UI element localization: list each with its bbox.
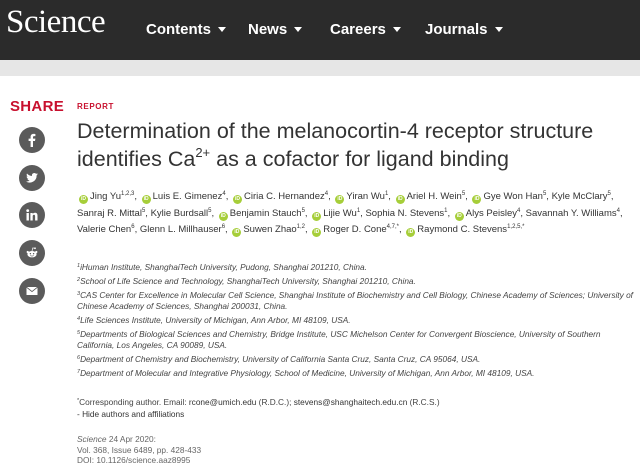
author-affiliation-marker: 4 [324,191,329,197]
author-name-text: Yiran Wu [346,191,385,202]
affiliation-number: 6 [77,354,81,361]
orcid-icon[interactable]: iD [474,196,480,202]
author-name-text: Ariel H. Wein [406,191,462,202]
author-name[interactable] [526,208,620,219]
affiliation-item [77,329,633,350]
affiliation-item [77,354,633,365]
hide-authors-affiliations-toggle[interactable]: - Hide authors and affiliations [77,409,185,419]
orcid-icon[interactable]: iD [220,212,226,219]
email-icon [25,284,39,298]
author-name[interactable] [404,224,524,235]
email-link-cone[interactable]: rcone@umich.edu [188,397,257,407]
author-name-text: Gye Won Han [483,191,543,202]
orcid-icon[interactable]: iD [81,196,86,202]
title-line-2-pre: identifies Ca [77,147,196,171]
affiliation-number: 7 [77,369,81,376]
affiliation-text: Life Sciences Institute, University of Michigan, Ann Arbor, MI 48109, USA. [80,315,351,326]
nav-careers-label: Careers [330,21,386,38]
nav-journals-label: Journals [425,21,488,38]
author-affiliation-marker: 5 [301,207,305,214]
author-name-text: Valerie Chen [77,224,132,235]
author-name[interactable] [140,224,225,235]
author-affiliation-marker: 4 [516,207,521,214]
affiliation-text: Department of Molecular and Integrative Physiology, School of Medicine, University of Michigan, Ann Arbor, MI 48109, USA. [80,368,535,379]
affiliation-text: CAS Center for Excellence in Molecular Cell Science, Shanghai Institute of Biochemistry and Cell Biology, Chinese Academy of Sciences; University of Chinese Academy of Sciences, Shanghai 200031, China. [77,290,633,311]
citation-journal: Science [77,434,107,444]
author-name[interactable] [230,224,305,235]
affiliation-text: School of Life Science and Technology, ShanghaiTech University, Shanghai 201210, China. [80,276,416,287]
chevron-down-icon [218,27,226,32]
chevron-down-icon [294,27,302,32]
share-reddit-button[interactable] [19,240,45,266]
affiliation-text: Department of Chemistry and Biochemistry, University of California Santa Cruz, Santa Cruz, CA 95064, USA. [80,353,481,364]
author-affiliation-marker: 4 [616,207,620,214]
author-name[interactable] [552,191,611,202]
author-name-text: Lijie Wu [323,207,357,219]
author-name[interactable] [333,191,388,202]
chevron-down-icon [393,27,401,32]
nav-contents[interactable] [146,21,226,38]
author-name-text: Alys Peisley [465,207,517,219]
top-nav-bar [0,0,640,60]
author-name-text: Sophia N. Stevens [365,207,445,219]
author-name[interactable] [77,208,145,219]
orcid-icon[interactable]: iD [234,196,240,202]
article-type: REPORT [77,102,114,111]
author-name-text: Kylie Burdsall [150,207,209,219]
affiliation-text: iHuman Institute, ShanghaiTech University, Pudong, Shanghai 201210, China. [80,262,367,272]
author-affiliation-marker: 1 [356,207,361,214]
author-name-text: Suwen Zhao [243,224,297,235]
author-name[interactable] [470,191,546,202]
author-name-text: Jing Yu [90,191,121,202]
author-affiliation-marker: 5 [141,207,146,214]
affiliation-item [77,276,633,287]
corresponding-author [77,397,440,407]
author-name[interactable] [151,208,212,219]
citation-line-1 [77,434,201,445]
author-name[interactable] [310,208,360,219]
corresponding-note-2: (R.C.S.) [407,397,440,407]
citation-date: 24 Apr 2020: [106,434,156,444]
orcid-icon[interactable]: iD [314,212,320,219]
affiliation-item [77,290,633,311]
orcid-icon[interactable]: iD [397,196,403,202]
orcid-icon[interactable]: iD [408,229,414,235]
author-affiliation-marker: 1,2 [296,224,306,230]
title-superscript: 2+ [195,145,211,160]
share-email-button[interactable] [19,278,45,304]
author-affiliation-marker: 5 [461,191,466,197]
author-affiliation-marker: 1 [384,191,389,197]
affiliation-number: 4 [77,316,81,323]
nav-journals[interactable] [425,21,503,38]
author-affiliation-marker: 6 [221,224,226,230]
author-name-text: Raymond C. Stevens [417,224,508,235]
affiliation-number: 5 [77,330,81,337]
affiliation-item [77,368,633,379]
author-name-text: Ciria C. Hernandez [243,191,325,202]
author-affiliation-marker: 4,7,* [386,224,400,230]
affiliation-number: 2 [77,277,81,284]
author-name[interactable] [453,208,521,219]
author-affiliation-marker: 1,2,5,* [507,224,525,230]
orcid-icon[interactable]: iD [234,229,240,235]
affiliation-number: 3 [77,291,81,298]
author-name[interactable] [140,191,226,202]
author-name-text: Roger D. Cone [323,224,387,235]
twitter-icon [25,171,39,185]
affiliation-list [77,262,633,382]
article-title [77,117,637,173]
author-name[interactable] [365,208,447,219]
author-list: iD Jing Yu$^{1,2,3}$, iD Luis E. Gimenez$^4$, iD Ciria C. Hernandez$^4$, iD Yiran Wu$^1$, iD Ariel H. Wein$^5$, iD Gye Won Han$^5$, Kyle McClary$^5$, Sanraj R. Mittal$^5$, Kylie Burdsall$^5$, iD Benjamin Stauch$^5$, iD Lijie Wu$^1$, Sophia N. Stevens$^1$, iD Alys Peisley$^4$, Savannah Y. Williams$^4$, Valerie Chen$^6$, Glenn L. Millhauser$^6$, iD Suwen Zhao$^{1,2}$, iD Roger D. Cone$^{4,7,*}$, iD Raymond C. Stevens$^{1,2,5,*}$ [77,191,623,235]
nav-news[interactable] [248,21,302,38]
author-affiliation-marker: 5 [542,191,547,197]
author-affiliation-marker: 1,2,3 [121,191,135,197]
orcid-icon[interactable]: iD [456,212,462,219]
author-name-text: Savannah Y. Williams [525,207,617,219]
author-name[interactable] [217,208,305,219]
author-affiliation-marker: 5 [208,207,212,214]
title-line-2-post: as a cofactor for ligand binding [210,147,509,171]
affiliation-item [77,315,633,326]
author-affiliation-marker: 5 [607,191,611,197]
reddit-icon [25,246,39,260]
author-name-text: Luis E. Gimenez [152,191,223,202]
facebook-icon [25,133,39,147]
corresponding-prefix: Corresponding author. Email: [79,397,189,407]
author-name[interactable] [77,191,134,202]
nav-contents-label: Contents [146,21,211,38]
citation-block [77,434,201,466]
corresponding-note-1: (R.D.C.); [256,397,294,407]
citation-volume: Vol. 368, Issue 6489, pp. 428-433 [77,444,202,455]
share-facebook-button[interactable] [19,127,45,153]
author-name-text: Sanraj R. Mittal [77,207,142,219]
author-name[interactable] [394,191,466,202]
author-name[interactable] [77,224,135,235]
linkedin-icon [25,208,39,222]
chevron-down-icon [495,27,503,32]
author-name-text: Kyle McClary [551,191,608,202]
author-affiliation-marker: 4 [222,191,226,197]
orcid-icon[interactable]: iD [337,196,343,202]
author-name[interactable] [310,224,399,235]
orcid-icon[interactable]: iD [314,229,320,235]
nav-news-label: News [248,21,288,38]
affiliation-text: Departments of Biological Sciences and Chemistry, Bridge Institute, USC Michelson Center for Convergent Bioscience, University of Southern California, Los Angeles, CA 90089, USA. [77,329,601,350]
title-line-1: Determination of the melanocortin-4 receptor structure [77,119,594,143]
share-label: SHARE [10,98,65,115]
author-name-text: Benjamin Stauch [229,207,302,219]
affiliation-item [77,262,633,273]
affiliation-number: 1 [77,263,81,269]
author-affiliation-marker: 1 [444,207,448,214]
share-twitter-button[interactable] [19,165,45,191]
author-affiliation-marker: 6 [131,224,135,230]
header-divider [0,60,640,76]
share-linkedin-button[interactable] [19,202,45,228]
nav-careers[interactable] [330,21,401,38]
email-link-stevens[interactable]: stevens@shanghaitech.edu.cn [293,397,408,407]
citation-doi[interactable]: DOI: 10.1126/science.aaz8995 [77,455,191,465]
author-name-text: Glenn L. Millhauser [139,224,222,235]
science-logo[interactable]: Science [6,4,106,40]
orcid-icon[interactable]: iD [143,196,149,202]
corresponding-marker: * [77,398,80,404]
author-name[interactable] [231,191,328,202]
